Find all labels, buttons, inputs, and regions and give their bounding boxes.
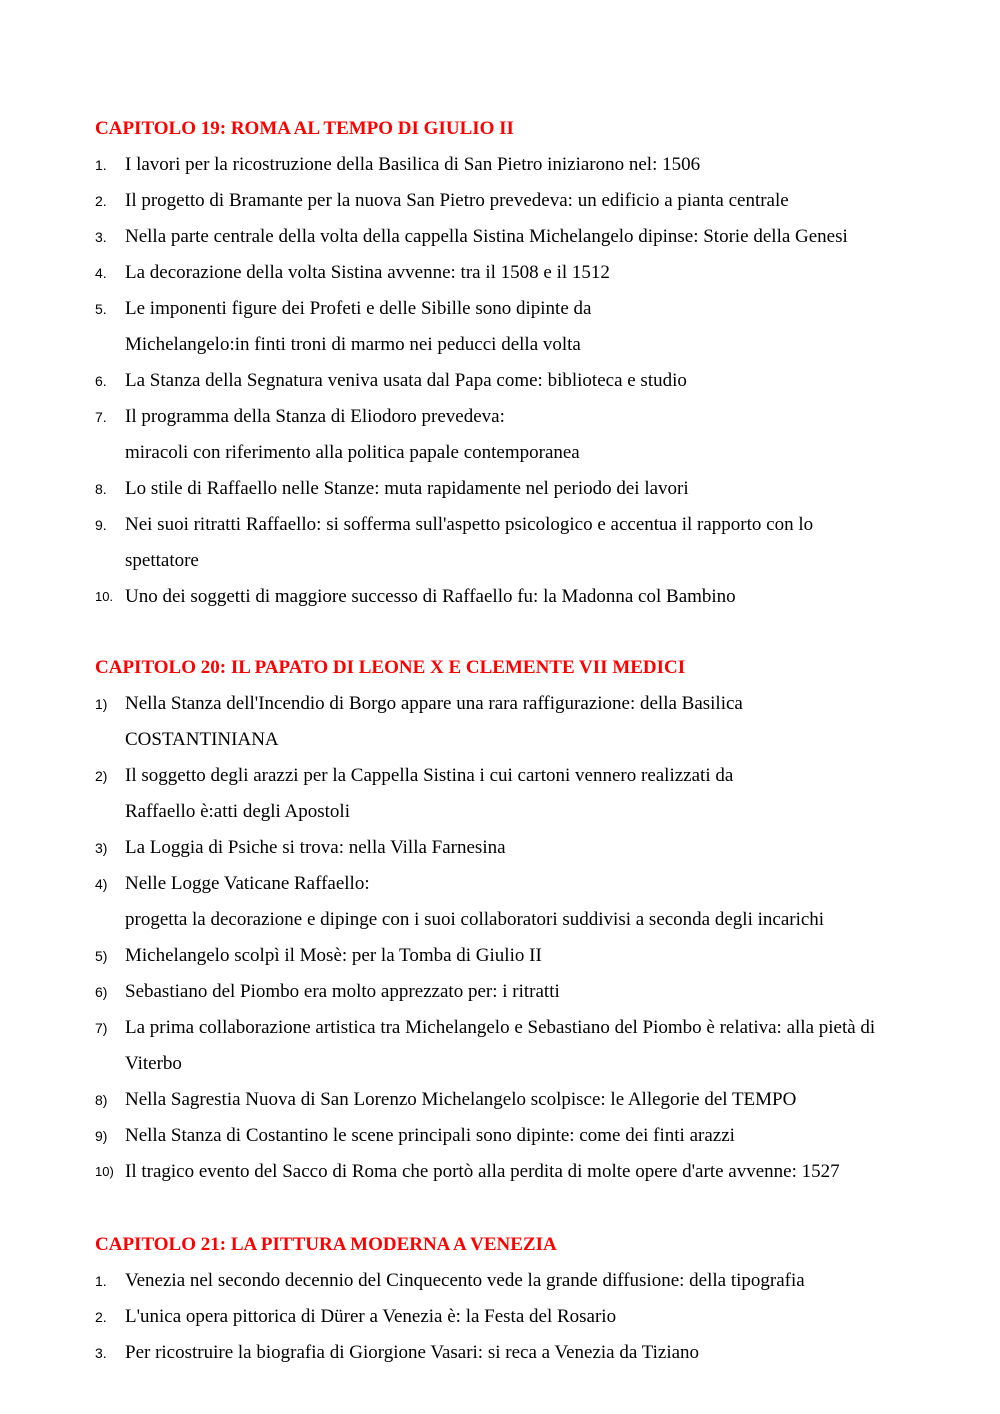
- item-number: 6.: [95, 373, 107, 389]
- item-text-line: Nella Stanza di Costantino le scene principali sono dipinte: come dei finti arazzi: [125, 1125, 735, 1146]
- item-number: 10): [95, 1164, 114, 1179]
- chapter-title: CAPITOLO 20: IL PAPATO DI LEONE X E CLEMENTE VII MEDICI: [95, 657, 686, 678]
- item-text-line: Sebastiano del Piombo era molto apprezzato per: i ritratti: [125, 981, 560, 1002]
- list-item: [95, 938, 935, 974]
- list-item: [95, 291, 935, 363]
- item-text-line: Nella Sagrestia Nuova di San Lorenzo Michelangelo scolpisce: le Allegorie del TEMPO: [125, 1089, 797, 1110]
- item-number: 3.: [95, 1345, 107, 1361]
- item-number: 7): [95, 1020, 108, 1036]
- item-text-line: miracoli con riferimento alla politica papale contemporanea: [125, 442, 580, 463]
- item-number: 9): [95, 1128, 108, 1144]
- item-text-line: La Loggia di Psiche si trova: nella Villa Farnesina: [125, 837, 506, 858]
- list-item: [95, 758, 935, 830]
- list-item: [95, 147, 935, 183]
- item-text-line: La decorazione della volta Sistina avvenne: tra il 1508 e il 1512: [125, 262, 610, 283]
- item-text-line: Nelle Logge Vaticane Raffaello:: [125, 873, 370, 894]
- item-number: 4.: [95, 265, 107, 281]
- list-item: [95, 830, 935, 866]
- item-number: 1.: [95, 1273, 107, 1289]
- list-item: [95, 1118, 935, 1154]
- item-text-line: L'unica opera pittorica di Dürer a Venezia è: la Festa del Rosario: [125, 1306, 617, 1327]
- item-text-line: La Stanza della Segnatura veniva usata dal Papa come: biblioteca e studio: [125, 370, 687, 391]
- item-text-line: Lo stile di Raffaello nelle Stanze: muta rapidamente nel periodo dei lavori: [125, 478, 689, 499]
- item-text-line: COSTANTINIANA: [125, 729, 279, 750]
- item-text-line: Raffaello è:atti degli Apostoli: [125, 801, 350, 822]
- question-list: [95, 686, 935, 1190]
- item-text-line: Viterbo: [125, 1053, 182, 1074]
- item-number: 5): [95, 948, 108, 964]
- list-item: [95, 219, 935, 255]
- item-number: 10.: [95, 589, 114, 604]
- item-text-line: Nella parte centrale della volta della cappella Sistina Michelangelo dipinse: Storie della Genesi: [125, 226, 848, 247]
- list-item: [95, 1082, 935, 1118]
- item-text-line: Michelangelo scolpì il Mosè: per la Tomba di Giulio II: [125, 945, 542, 966]
- item-number: 8): [95, 1092, 108, 1108]
- item-number: 2): [95, 768, 108, 784]
- item-number: 3): [95, 840, 108, 856]
- list-item: [95, 471, 935, 507]
- item-text-line: Venezia nel secondo decennio del Cinquecento vede la grande diffusione: della tipografia: [125, 1270, 805, 1291]
- item-number: 2.: [95, 193, 107, 209]
- item-number: 1): [95, 696, 108, 712]
- item-number: 4): [95, 876, 108, 892]
- question-list: [95, 147, 935, 615]
- item-text-line: Il progetto di Bramante per la nuova San Pietro prevedeva: un edificio a pianta centrale: [125, 190, 789, 211]
- list-item: [95, 579, 935, 615]
- item-text-line: I lavori per la ricostruzione della Basilica di San Pietro iniziarono nel: 1506: [125, 154, 701, 175]
- list-item: [95, 363, 935, 399]
- list-item: [95, 255, 935, 291]
- item-number: 7.: [95, 409, 107, 425]
- list-item: [95, 866, 935, 938]
- list-item: [95, 1335, 935, 1371]
- chapter-title: CAPITOLO 19: ROMA AL TEMPO DI GIULIO II: [95, 118, 514, 139]
- item-text-line: Il programma della Stanza di Eliodoro prevedeva:: [125, 406, 505, 427]
- item-number: 9.: [95, 517, 107, 533]
- item-number: 2.: [95, 1309, 107, 1325]
- list-item: [95, 1299, 935, 1335]
- list-item: [95, 1154, 935, 1190]
- question-list: [95, 1263, 935, 1371]
- item-number: 8.: [95, 481, 107, 497]
- list-item: [95, 399, 935, 471]
- list-item: [95, 507, 935, 579]
- list-item: [95, 1010, 935, 1082]
- item-text-line: Il soggetto degli arazzi per la Cappella Sistina i cui cartoni vennero realizzati da: [125, 765, 734, 786]
- chapter-title: CAPITOLO 21: LA PITTURA MODERNA A VENEZIA: [95, 1234, 557, 1255]
- item-text-line: Michelangelo:in finti troni di marmo nei peducci della volta: [125, 334, 581, 355]
- chapter-20: [95, 656, 935, 1190]
- item-text-line: Nella Stanza dell'Incendio di Borgo appare una rara raffigurazione: della Basilica: [125, 693, 743, 714]
- list-item: [95, 974, 935, 1010]
- item-text-line: Uno dei soggetti di maggiore successo di Raffaello fu: la Madonna col Bambino: [125, 586, 736, 607]
- list-item: [95, 1263, 935, 1299]
- chapter-21: [95, 1233, 935, 1371]
- item-number: 5.: [95, 301, 107, 317]
- item-text-line: Il tragico evento del Sacco di Roma che portò alla perdita di molte opere d'arte avvenne: 1527: [125, 1161, 840, 1182]
- item-text-line: spettatore: [125, 550, 199, 571]
- item-text-line: Nei suoi ritratti Raffaello: si sofferma sull'aspetto psicologico e accentua il rapporto con lo: [125, 514, 814, 535]
- item-text-line: La prima collaborazione artistica tra Michelangelo e Sebastiano del Piombo è relativa: alla pietà di: [125, 1017, 876, 1038]
- item-number: 6): [95, 984, 108, 1000]
- item-text-line: Per ricostruire la biografia di Giorgione Vasari: si reca a Venezia da Tiziano: [125, 1342, 700, 1363]
- list-item: [95, 686, 935, 758]
- list-item: [95, 183, 935, 219]
- item-text-line: Le imponenti figure dei Profeti e delle Sibille sono dipinte da: [125, 298, 592, 319]
- item-number: 1.: [95, 157, 107, 173]
- chapter-19: [95, 117, 935, 615]
- item-text-line: progetta la decorazione e dipinge con i suoi collaboratori suddivisi a seconda degli incarichi: [125, 909, 825, 930]
- item-number: 3.: [95, 229, 107, 245]
